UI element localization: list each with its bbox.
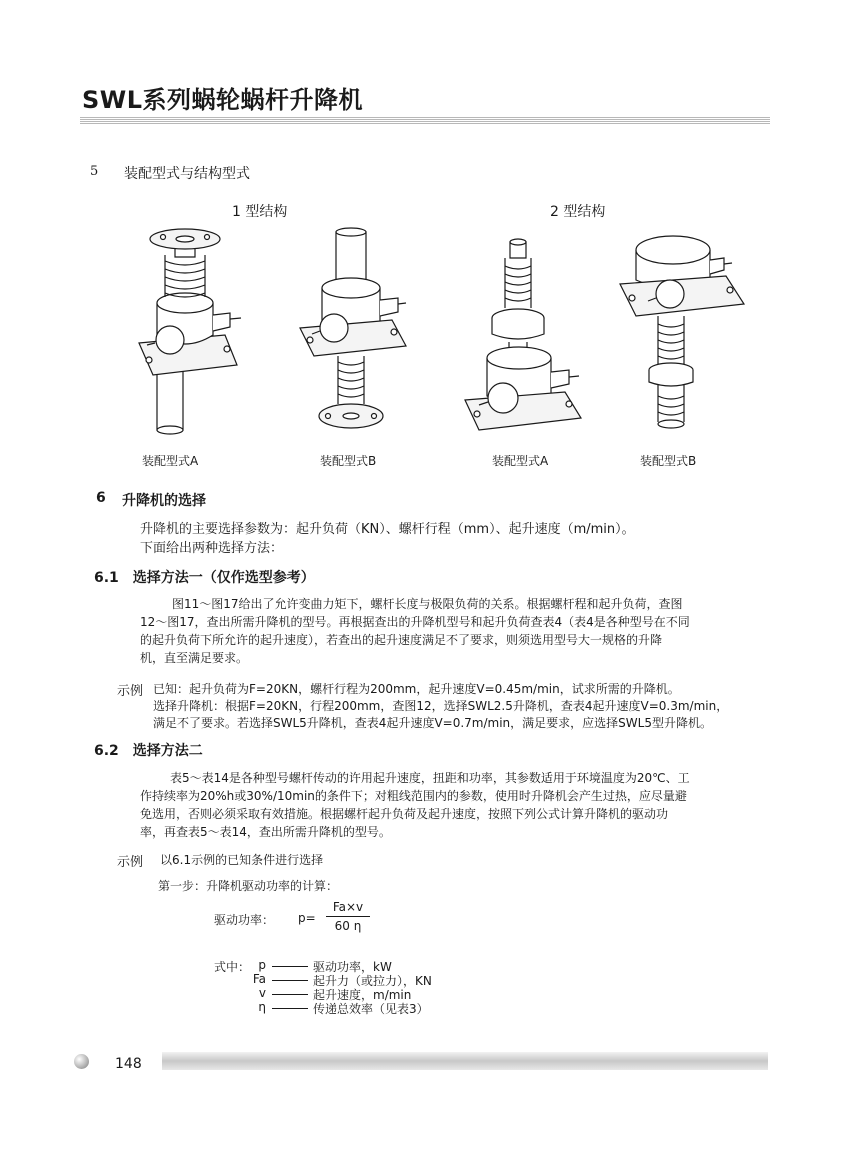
method2-paragraph-line-4: 率，再查表5～表14，查出所需升降机的型号。: [140, 825, 391, 839]
symbol-dash: [272, 966, 308, 967]
symbol-dash: [272, 994, 308, 995]
section6-intro-line-2: 下面给出两种选择方法：: [140, 541, 284, 556]
structure-label-1: 1 型结构: [232, 204, 288, 220]
method2-paragraph-line-1: 表5～表14是各种型号螺杆传动的许用起升速度，扭距和功率，其参数适用于环境温度为20℃、工: [170, 771, 690, 785]
page-title: SWL系列蜗轮蜗杆升降机: [82, 86, 364, 114]
method2-heading: 6.2 选择方法二: [94, 743, 203, 759]
page-number: 148: [115, 1056, 142, 1072]
formula-fraction-bar: [326, 916, 370, 917]
symbol-dash: [272, 1008, 308, 1009]
method2-example-label: 示例: [117, 855, 144, 870]
screw-jack-type1-b-icon: [298, 228, 408, 438]
symbol-p: p: [258, 958, 266, 972]
figure-caption-4: 装配型式B: [640, 454, 697, 468]
symbol-v: v: [258, 986, 266, 1000]
method2-paragraph-line-2: 作持续率为20%h或30%/10min的条件下；对粗线范围内的参数，使用时升降机会产生过热，应尽量避: [140, 789, 687, 803]
symbol-fa-desc: 起升力（或拉力），KN: [313, 974, 432, 988]
symbol-dash: [272, 980, 308, 981]
figure-caption-3: 装配型式A: [492, 454, 549, 468]
method1-example-label: 示例: [117, 684, 144, 699]
section5-title: 装配型式与结构型式: [124, 166, 250, 182]
method1-example-line-3: 满足不了要求。若选择SWL5升降机，查表4起升速度V=0.7m/min，满足要求，应选择SWL5型升降机。: [153, 716, 712, 730]
where-label: 式中：: [214, 960, 251, 974]
figure-caption-2: 装配型式B: [320, 454, 377, 468]
section6-number: 6: [96, 490, 106, 506]
symbol-p-desc: 驱动功率，kW: [313, 960, 392, 974]
footer-bar: [162, 1052, 768, 1070]
method1-example-line-2: 选择升降机：根据F=20KN，行程200mm，查图12，选择SWL2.5升降机，查表4起升速度V=0.3m/min，: [153, 699, 729, 713]
step1-text: 第一步：升降机驱动功率的计算：: [158, 879, 339, 893]
section6-title: 升降机的选择: [122, 493, 206, 509]
screw-jack-type2-a-icon: [465, 238, 590, 438]
method2-example-text: 以6.1示例的已知条件进行选择: [160, 853, 324, 867]
title-rule: [80, 117, 770, 124]
symbol-v-desc: 起升速度，m/min: [313, 988, 412, 1002]
method1-heading: 6.1 选择方法一（仅作选型参考）: [94, 570, 315, 586]
symbol-eta-desc: 传递总效率（见表3）: [313, 1002, 429, 1016]
method1-paragraph-line-1: 图11～图17给出了允许变曲力矩下，螺杆长度与极限负荷的关系。根据螺杆程和起升负荷，查图: [172, 597, 683, 611]
method2-paragraph-line-3: 免选用，否则必须采取有效措施。根据螺杆起升负荷及起升速度，按照下列公式计算升降机的驱动功: [140, 807, 669, 821]
structure-label-2: 2 型结构: [550, 204, 606, 220]
section5-number: 5: [90, 164, 99, 179]
symbol-eta: η: [258, 1000, 266, 1014]
screw-jack-type2-b-icon: [618, 232, 748, 442]
method1-paragraph-line-4: 机，直至满足要求。: [140, 651, 249, 665]
method1-paragraph-line-3: 的起升负荷下所允许的起升速度），若查出的起升速度满足不了要求，则须选用型号大一规格的升降: [140, 633, 663, 647]
formula-label: 驱动功率：: [214, 913, 275, 927]
symbol-fa: Fa: [252, 972, 266, 986]
formula-denominator: 60 η: [334, 919, 362, 933]
method1-paragraph-line-2: 12～图17，查出所需升降机的型号。再根据查出的升降机型号和起升负荷查表4（表4是各种型号在不同: [140, 615, 690, 629]
figure-caption-1: 装配型式A: [142, 454, 199, 468]
footer-ball-icon: [74, 1054, 89, 1069]
formula-numerator: Fa×v: [332, 900, 364, 914]
screw-jack-type1-a-icon: [135, 225, 245, 440]
method1-example-line-1: 已知：起升负荷为F=20KN，螺杆行程为200mm，起升速度V=0.45m/min，试求所需的升降机。: [153, 682, 680, 696]
section6-intro-line-1: 升降机的主要选择参数为：起升负荷（KN）、螺杆行程（mm）、起升速度（m/min）。: [140, 522, 635, 537]
formula-lhs: p=: [298, 911, 316, 925]
